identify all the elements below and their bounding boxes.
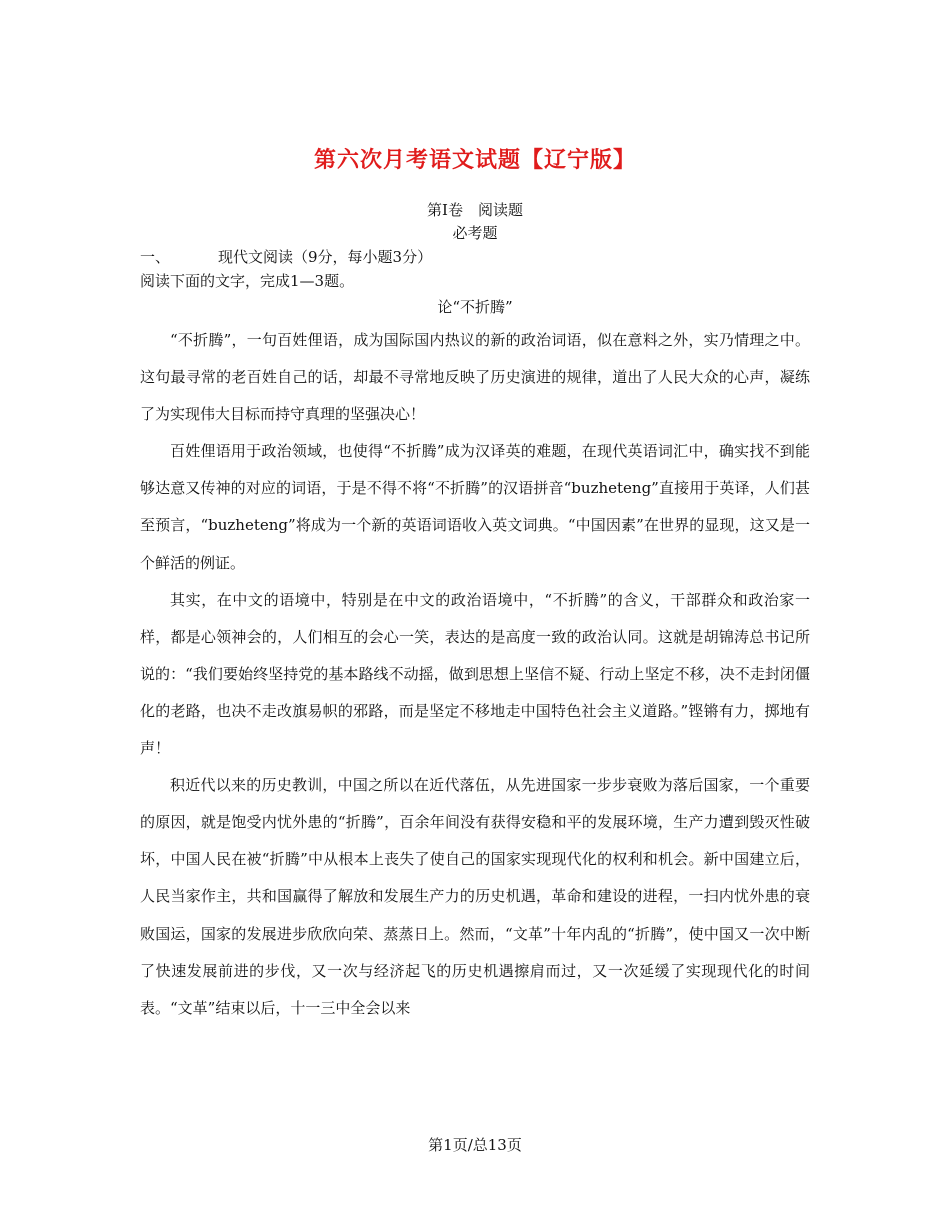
document-title: 第六次月考语文试题【辽宁版】 [313, 148, 636, 173]
page-footer: 第1页/总13页 [428, 1136, 522, 1154]
essay-body [140, 322, 810, 1027]
essay-paragraph-4: 积近代以来的历史教训，中国之所以在近代落伍，从先进国家一步步衰败为落后国家，一个重要的原因，就是饱受内忧外患的“折腾”，百余年间没有获得安稳和平的发展环境，生产力遭到毁灭性破坏，中国人民在被“折腾”中从根本上丧失了使自己的国家实现现代化的权利和机会。新中国建立后，人民当家作主，共和国赢得了解放和发展生产力的历史机遇，革命和建设的进程，一扫内忧外患的衰败国运，国家的发展进步欣欣向荣、蒸蒸日上。然而，“文革”十年内乱的“折腾”，使中国又一次中断了快速发展前进的步伐，又一次与经济起飞的历史机遇擦肩而过，又一次延缓了实现现代化的时间表。“文革”结束以后，十一三中全会以来 [140, 776, 810, 1017]
question-heading [140, 246, 432, 267]
question-heading-text: 现代文阅读（9分，每小题3分） [218, 248, 433, 266]
essay-paragraph-3: 其实，在中文的语境中，特别是在中文的政治语境中，“不折腾”的含义，干部群众和政治家一样，都是心领神会的，人们相互的会心一笑，表达的是高度一致的政治认同。这就是胡锦涛总书记所说的：“我们要始终坚持党的基本路线不动摇，做到思想上坚信不疑、行动上坚定不移，决不走封闭僵化的老路，也决不走改旗易帜的邪路，而是坚定不移地走中国特色社会主义道路。”铿锵有力，掷地有声！ [140, 590, 810, 758]
section-heading: 第Ⅰ卷 阅读题 [427, 201, 523, 219]
reading-instruction: 阅读下面的文字，完成1—3题。 [140, 272, 355, 290]
essay-paragraph-1: “不折腾”，一句百姓俚语，成为国际国内热议的新的政治词语，似在意料之外，实乃情理之中。这句最寻常的老百姓自己的话，却最不寻常地反映了历史演进的规律，道出了人民大众的心声，凝练了为实现伟大目标而持守真理的坚强决心！ [140, 331, 810, 424]
subsection-heading: 必考题 [452, 224, 498, 242]
question-number: 一、 [140, 248, 171, 266]
essay-paragraph-2: 百姓俚语用于政治领域，也使得“不折腾”成为汉译英的难题，在现代英语词汇中，确实找不到能够达意又传神的对应的词语，于是不得不将“不折腾”的汉语拼音“buzheteng”直接用于英译，人们甚至预言，“buzheteng”将成为一个新的英语词语收入英文词典。“中国因素”在世界的显现，这又是一个鲜活的例证。 [140, 442, 810, 572]
essay-title: 论“不折腾” [437, 298, 513, 316]
